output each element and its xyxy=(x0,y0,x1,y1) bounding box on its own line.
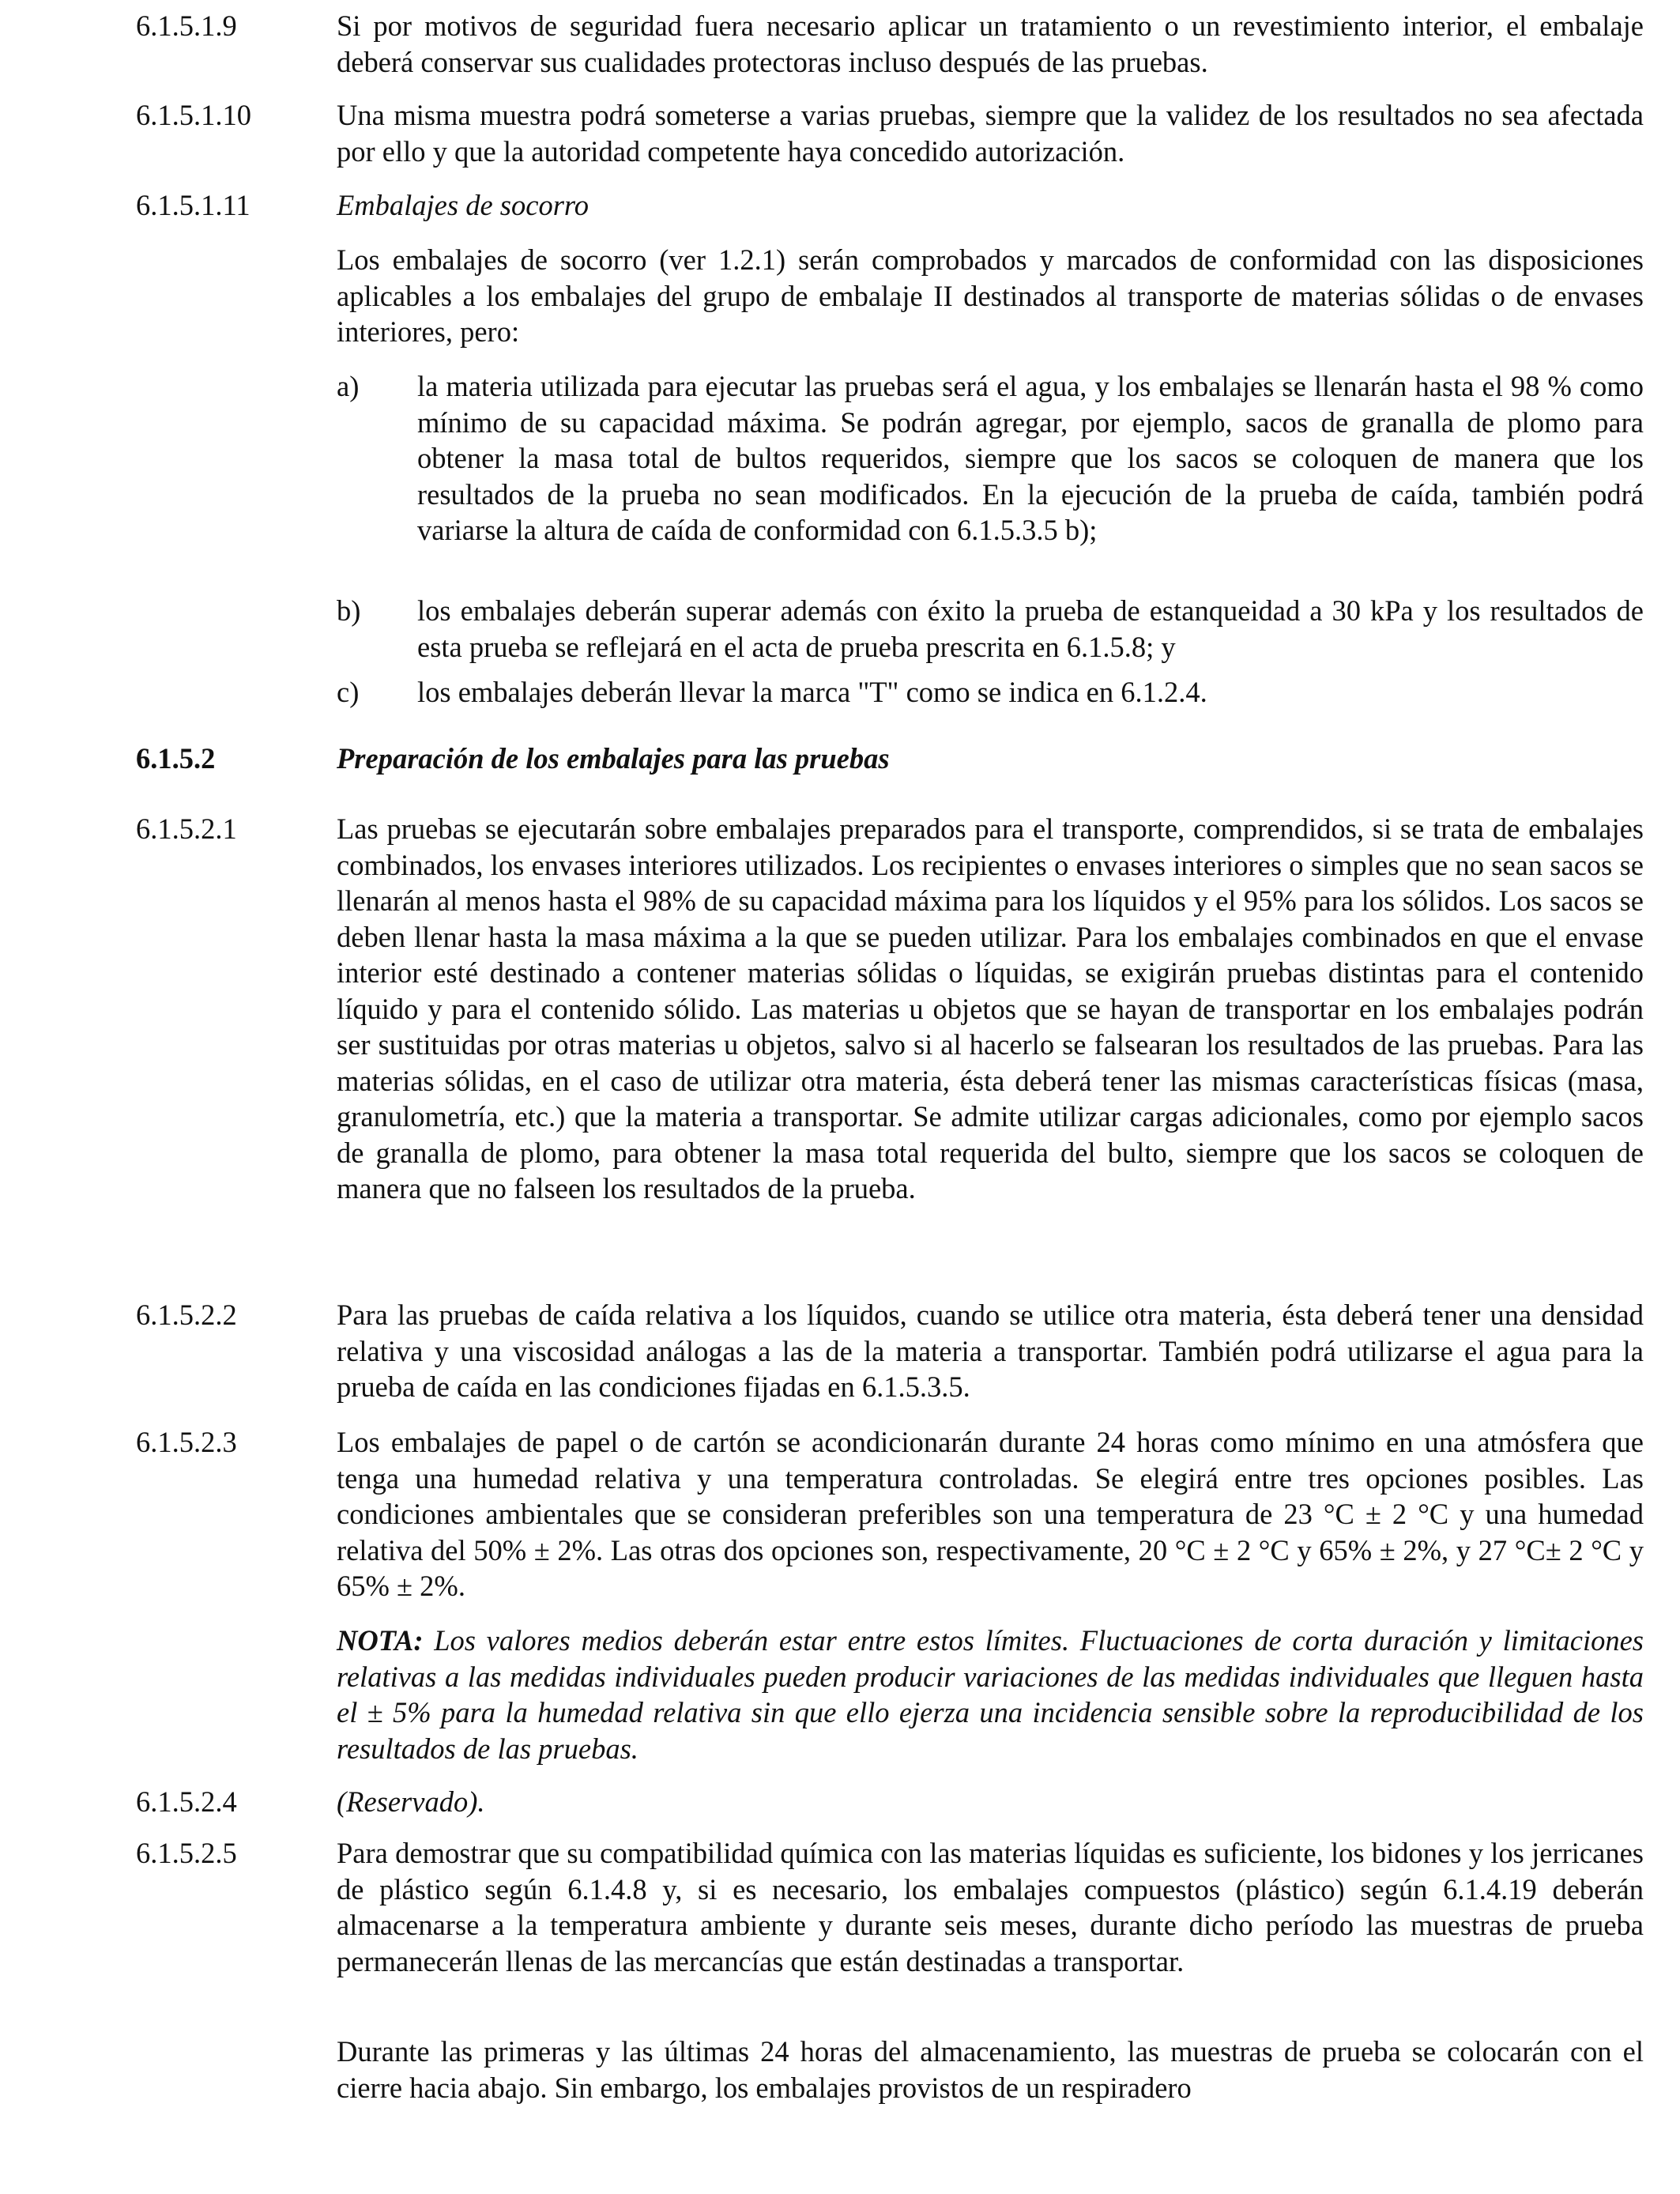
list-item-text: los embalajes deberán superar además con éxito la prueba de estanqueidad a 30 kPa y los resultados de esta prueba se reflejará en el acta de prueba prescrita en 6.1.5.8; y xyxy=(417,594,1644,663)
section-number: 6.1.5.2.2 xyxy=(136,1299,237,1331)
section-heading: Preparación de los embalajes para las pruebas xyxy=(337,742,890,775)
list-item-label: a) xyxy=(337,370,360,402)
list-item-label: c) xyxy=(337,676,360,708)
section-text: Durante las primeras y las últimas 24 horas del almacenamiento, las muestras de prueba se colocarán con el cierre hacia abajo. Sin embargo, los embalajes provistos de un respiradero xyxy=(337,2035,1644,2104)
section-title: Embalajes de socorro xyxy=(337,189,590,221)
section-number: 6.1.5.2.3 xyxy=(136,1426,237,1458)
note-text xyxy=(337,1623,1644,1766)
section-text: Una misma muestra podrá someterse a varias pruebas, siempre que la validez de los resultados no sea afectada por ello y que la autoridad competente haya concedido autorización. xyxy=(337,99,1644,168)
section-text: (Reservado). xyxy=(337,1785,485,1818)
section-text: Para las pruebas de caída relativa a los líquidos, cuando se utilice otra materia, ésta deberá tener una densidad relativa y una viscosidad análogas a las de la materia a transportar. También podrá utilizarse el agua para la prueba de caída en las condiciones fijadas en 6.1.5.3.5. xyxy=(337,1299,1644,1403)
list-item-text: los embalajes deberán llevar la marca "T" como se indica en 6.1.2.4. xyxy=(417,676,1207,708)
section-text: Para demostrar que su compatibilidad química con las materias líquidas es suficiente, los bidones y los jerricanes de plástico según 6.1.4.8 y, si es necesario, los embalajes compuestos (plástico) según 6.1.4.19 deberán almacenarse a la temperatura ambiente y durante seis meses, durante dicho período las muestras de prueba permanecerán llenas de las mercancías que están destinadas a transportar. xyxy=(337,1837,1644,1977)
list-item-label: b) xyxy=(337,594,361,627)
note-label: NOTA: xyxy=(337,1624,424,1657)
section-text: Los embalajes de socorro (ver 1.2.1) serán comprobados y marcados de conformidad con las disposiciones aplicables a los embalajes del grupo de embalaje II destinados al transporte de materias sólidas o de envases interiores, pero: xyxy=(337,243,1644,348)
section-text: Si por motivos de seguridad fuera necesario aplicar un tratamiento o un revestimiento interior, el embalaje deberá conservar sus cualidades protectoras incluso después de las pruebas. xyxy=(337,9,1644,78)
section-number: 6.1.5.2 xyxy=(136,742,216,775)
section-number: 6.1.5.1.9 xyxy=(136,9,237,42)
note-body: Los valores medios deberán estar entre estos límites. Fluctuaciones de corta duración y limitaciones relativas a las medidas individuales pueden producir variaciones de las medidas individuales que lleguen hasta el ± 5% para la humedad relativa sin que ello ejerza una incidencia sensible sobre la reproducibilidad de los resultados de las pruebas. xyxy=(337,1624,1644,1765)
section-text: Las pruebas se ejecutarán sobre embalajes preparados para el transporte, comprendidos, si se trata de embalajes combinados, los envases interiores utilizados. Los recipientes o envases interiores o simples que no sean sacos se llenarán al menos hasta el 98% de su capacidad máxima para los líquidos y el 95% para los sólidos. Los sacos se deben llenar hasta la masa máxima a la que se pueden utilizar. Para los embalajes combinados en que el envase interior esté destinado a contener materias sólidas o líquidas, se exigirán pruebas distintas para el contenido líquido y para el contenido sólido. Las materias u objetos que se hayan de transportar en los embalajes podrán ser sustituidas por otras materias u objetos, salvo si al hacerlo se falsearan los resultados de las pruebas. Para las materias sólidas, en el caso de utilizar otra materia, ésta deberá tener las mismas características físicas (masa, granulometría, etc.) que la materia a transportar. Se admite utilizar cargas adicionales, como por ejemplo sacos de granalla de plomo, para obtener la masa total requerida del bulto, siempre que los sacos se coloquen de manera que no falseen los resultados de la prueba. xyxy=(337,812,1644,1204)
section-number: 6.1.5.2.5 xyxy=(136,1837,237,1869)
section-number: 6.1.5.1.10 xyxy=(136,99,251,131)
section-number: 6.1.5.2.4 xyxy=(136,1785,237,1818)
list-item-text: la materia utilizada para ejecutar las pruebas será el agua, y los embalajes se llenarán hasta el 98 % como mínimo de su capacidad máxima. Se podrán agregar, por ejemplo, sacos de granalla de plomo para obtener la masa total de bultos requeridos, siempre que los sacos se coloquen de manera que los resultados de la prueba no sean modificados. En la ejecución de la prueba de caída, también podrá variarse la altura de caída de conformidad con 6.1.5.3.5 b); xyxy=(417,370,1644,546)
section-text: Los embalajes de papel o de cartón se acondicionarán durante 24 horas como mínimo en una atmósfera que tenga una humedad relativa y una temperatura controladas. Se elegirá entre tres opciones posibles. Las condiciones ambientales que se consideran preferibles son una temperatura de 23 °C ± 2 °C y una humedad relativa del 50% ± 2%. Las otras dos opciones son, respectivamente, 20 °C ± 2 °C y 65% ± 2%, y 27 °C± 2 °C y 65% ± 2%. xyxy=(337,1426,1644,1602)
section-number: 6.1.5.1.11 xyxy=(136,189,250,221)
section-number: 6.1.5.2.1 xyxy=(136,812,237,845)
